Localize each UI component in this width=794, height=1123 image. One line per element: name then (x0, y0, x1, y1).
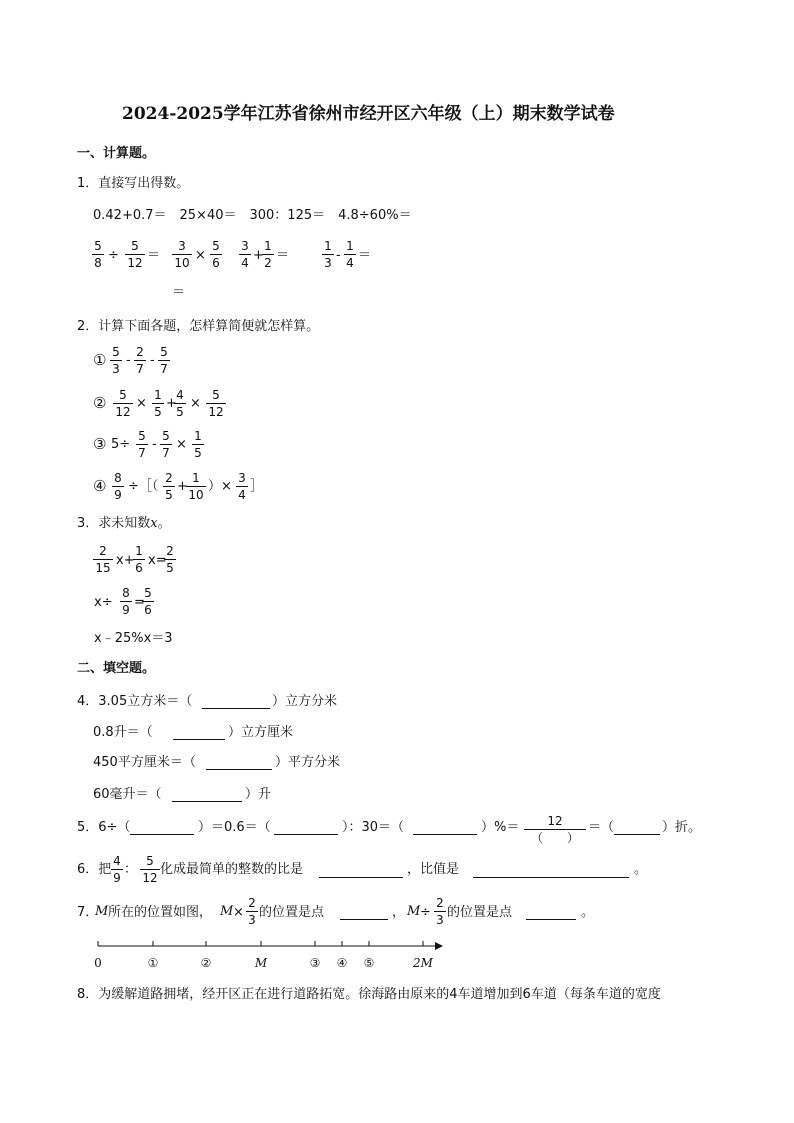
denominator: 5 (176, 405, 184, 419)
item-marker: ③ (93, 435, 107, 453)
colon: ： (124, 862, 138, 877)
page-title: 2024-2025学年江苏省徐州市经开区六年级（上）期末数学试卷 (122, 104, 615, 124)
operator: + (166, 396, 177, 411)
numerator: 2 (434, 897, 446, 912)
operator: × (233, 905, 244, 920)
numerator: 3 (239, 240, 251, 255)
numerator: 12 (524, 815, 586, 830)
numerator: 5 (110, 346, 122, 361)
answer-blank[interactable] (202, 707, 270, 709)
operator: - (152, 437, 157, 452)
numerator: 5 (142, 587, 154, 602)
operator: + (253, 248, 264, 263)
tick-label: 2M (413, 956, 433, 970)
answer-blank[interactable] (206, 768, 272, 770)
operator: ÷ (108, 248, 119, 263)
variable-m: M (220, 904, 234, 919)
q6-prefix: 6．把 (77, 862, 112, 877)
numerator: 3 (236, 472, 248, 487)
arrow-head-icon (435, 942, 443, 950)
numerator: 5 (158, 346, 170, 361)
operator: - (150, 353, 155, 368)
comma: ， (392, 905, 406, 920)
numerator: 1 (262, 240, 274, 255)
denominator: 6 (212, 256, 220, 270)
variable-m: M (407, 904, 421, 919)
q4-line-a-unit: ）立方分米 (272, 694, 338, 709)
numerator: 8 (120, 587, 132, 602)
q4-line-d-unit: ）升 (245, 787, 272, 802)
denominator: 7 (162, 446, 170, 460)
operator: - (336, 248, 341, 263)
denominator: 3 (324, 256, 332, 270)
item-marker: ④ (93, 477, 107, 495)
operator: x= (148, 553, 167, 568)
q5-part-c: ）：30＝（ (342, 820, 405, 835)
tick-label: 0 (94, 956, 102, 970)
operator: + (177, 479, 188, 494)
answer-blank[interactable] (473, 876, 629, 878)
number-line (90, 936, 450, 974)
operator: - (126, 353, 131, 368)
q7-text-b: 的位置是点 (259, 905, 325, 920)
q1-row1: 0.42+0.7＝ 25×40＝ 300：125＝ 4.8÷60%＝ (93, 208, 412, 223)
numerator: 5 (160, 430, 172, 445)
answer-blank[interactable] (319, 876, 403, 878)
equals: ＝ (172, 285, 186, 300)
prefix: x÷ (94, 595, 113, 610)
q5-part-a: 5．6÷（ (77, 820, 131, 835)
operator: × (195, 248, 206, 263)
question-3 (77, 517, 171, 530)
denominator: 4 (238, 488, 246, 502)
numerator: 5 (140, 855, 160, 870)
numerator: 3 (172, 240, 192, 255)
q5-part-b: ）＝0.6＝（ (198, 820, 271, 835)
numerator: 5 (206, 389, 226, 404)
answer-blank[interactable] (173, 738, 225, 740)
question-3-end: 。 (157, 516, 171, 531)
tick-label: ② (200, 956, 212, 970)
operator: × (136, 396, 147, 411)
equals: ＝ (147, 248, 161, 263)
q4-line-d: 60毫升＝（ (93, 787, 162, 802)
numerator: 2 (93, 545, 113, 560)
denominator: 9 (113, 871, 121, 885)
equals: ＝ (358, 248, 372, 263)
q3-eq-3: x﹣25%x＝3 (94, 631, 173, 646)
variable: x (150, 516, 158, 531)
section-heading-1: 一、计算题。 (77, 146, 156, 161)
q6-text-a: 化成最简单的整数的比是 (160, 862, 304, 877)
numerator: 4 (174, 389, 186, 404)
tick-label: ④ (336, 956, 348, 970)
denominator: 5 (154, 405, 162, 419)
answer-blank[interactable] (172, 800, 242, 802)
numerator: 5 (92, 240, 104, 255)
q4-line-b-unit: ）立方厘米 (228, 725, 294, 740)
denominator: 7 (136, 362, 144, 376)
numerator: 2 (163, 472, 175, 487)
q7-text-a: 所在的位置如图， (108, 905, 213, 920)
numerator: 1 (133, 545, 145, 560)
denominator: 4 (346, 256, 354, 270)
denominator: 3 (436, 913, 444, 927)
numerator: 5 (125, 240, 145, 255)
q5-part-e: ＝（ (588, 820, 615, 835)
denominator: 12 (208, 405, 224, 419)
denominator: 15 (95, 561, 111, 575)
item-marker: ② (93, 394, 107, 412)
prefix: 5÷ (111, 437, 131, 452)
denominator: 12 (115, 405, 131, 419)
q6-text-b: ，比值是 (407, 862, 460, 877)
operator: ÷［（ (128, 479, 159, 494)
operator: × (190, 396, 201, 411)
question-1: 1．直接写出得数。 (77, 176, 190, 191)
numerator: 1 (322, 240, 334, 255)
denominator: 10 (174, 256, 190, 270)
numerator: 5 (210, 240, 222, 255)
answer-blank[interactable] (274, 833, 338, 835)
q7-end: 。 (581, 905, 595, 920)
q4-line-c-unit: ）平方分米 (275, 755, 341, 770)
numerator: 5 (113, 389, 133, 404)
q4-line-a: 4．3.05立方米＝（ (77, 694, 193, 709)
q5-part-f: ）折。 (662, 820, 702, 835)
denominator-blank[interactable]: （ ） (530, 831, 579, 845)
answer-blank[interactable] (413, 833, 477, 835)
numerator: 1 (192, 430, 204, 445)
operator: ］ (250, 479, 264, 494)
question-2: 2．计算下面各题，怎样算简便就怎样算。 (77, 319, 320, 334)
operator: = (134, 595, 145, 610)
item-marker: ① (93, 351, 107, 369)
denominator: 6 (144, 603, 152, 617)
tick-label: ③ (309, 956, 321, 970)
equals: ＝ (276, 248, 290, 263)
denominator: 4 (241, 256, 249, 270)
denominator: 3 (112, 362, 120, 376)
denominator: 5 (166, 561, 174, 575)
denominator: 5 (194, 446, 202, 460)
question-3-text: 3．求未知数 (77, 516, 151, 531)
variable-m: M (95, 904, 109, 919)
tick-marks (98, 941, 423, 946)
operator: x+ (116, 553, 135, 568)
numerator: 2 (246, 897, 258, 912)
numerator: 1 (186, 472, 206, 487)
denominator: 3 (248, 913, 256, 927)
denominator: 2 (264, 256, 272, 270)
q7-prefix: 7． (77, 905, 99, 920)
q5-part-d: ）%＝ (481, 820, 520, 835)
denominator: 7 (160, 362, 168, 376)
denominator: 12 (142, 871, 158, 885)
denominator: 5 (165, 488, 173, 502)
numerator: 1 (344, 240, 356, 255)
denominator: 12 (127, 256, 143, 270)
denominator: 9 (122, 603, 130, 617)
answer-blank[interactable] (614, 833, 660, 835)
numerator: 5 (136, 430, 148, 445)
tick-label: M (254, 956, 268, 970)
numerator: 2 (134, 346, 146, 361)
numerator: 4 (111, 855, 123, 870)
operator: × (176, 437, 187, 452)
q7-text-c: 的位置是点 (447, 905, 513, 920)
answer-blank[interactable] (340, 918, 388, 920)
denominator: 10 (188, 488, 204, 502)
answer-blank[interactable] (526, 918, 576, 920)
section-heading-2: 二、填空题。 (77, 661, 156, 676)
denominator: 9 (114, 488, 122, 502)
operator: ÷ (420, 905, 431, 920)
numerator: 1 (152, 389, 164, 404)
tick-label: ⑤ (363, 956, 375, 970)
denominator: 8 (94, 256, 102, 270)
denominator: 6 (135, 561, 143, 575)
numerator: 8 (112, 472, 124, 487)
q6-end: 。 (634, 862, 648, 877)
q4-line-c: 450平方厘米＝（ (93, 755, 196, 770)
q4-line-b: 0.8升＝（ (93, 725, 153, 740)
answer-blank[interactable] (130, 833, 194, 835)
numerator: 2 (164, 545, 176, 560)
operator: ）× (208, 479, 232, 494)
tick-label: ① (147, 956, 159, 970)
question-8: 8．为缓解道路拥堵，经开区正在进行道路拓宽。徐海路由原来的4车道增加到6车道（每条车道的宽度 (77, 987, 661, 1002)
denominator: 7 (138, 446, 146, 460)
